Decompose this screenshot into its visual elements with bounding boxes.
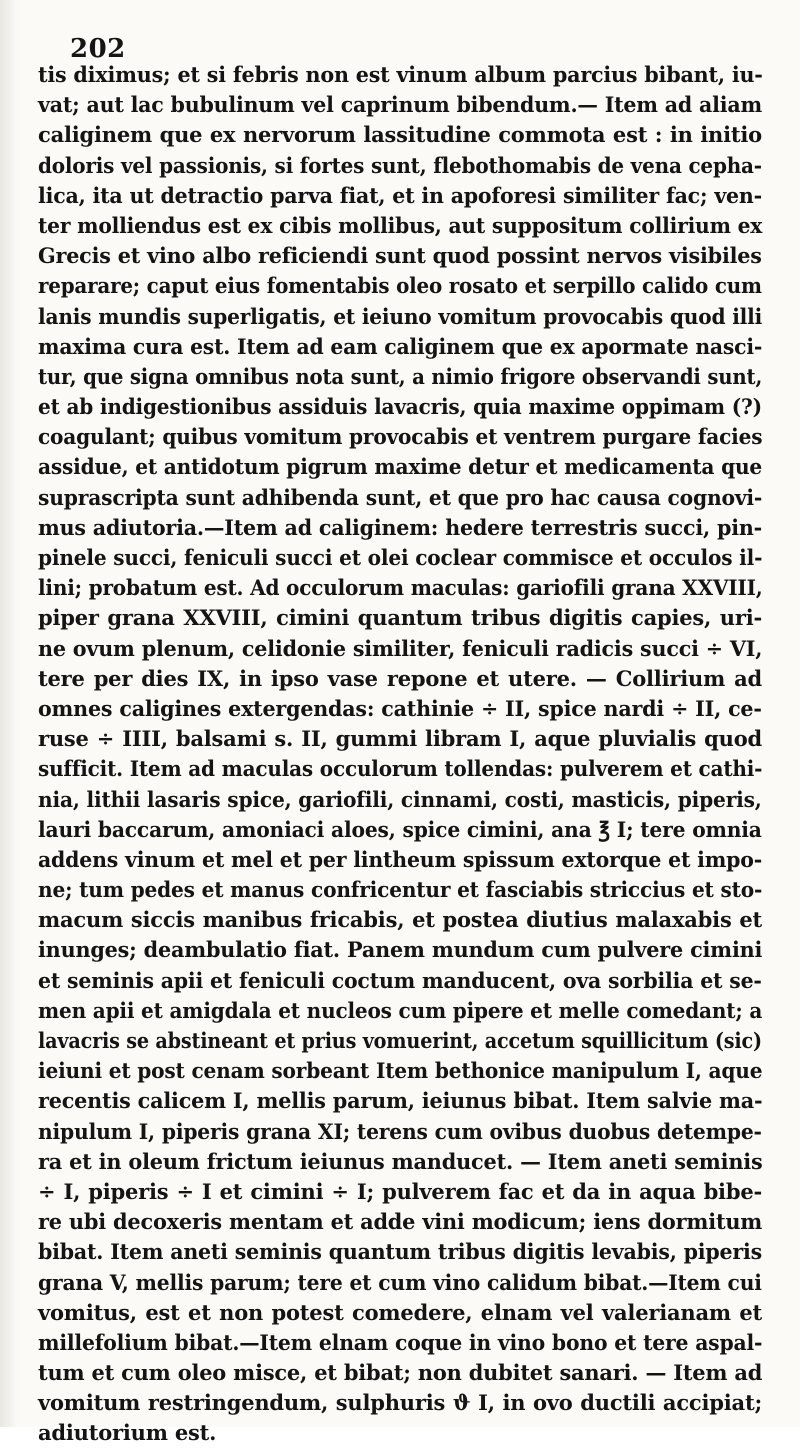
text-line: lini; probatum est. Ad occulorum maculas: gariofili grana XXVIII, (38, 575, 763, 601)
text-line: vomitum restringendum, sulphuris ϑ I, in ovo ductili accipiat; (38, 1390, 762, 1416)
text-line: ruse ÷ IIII, balsami s. II, gummi libram I, aque pluvialis quod (38, 726, 762, 752)
text-line: et ab indigestionibus assiduis lavacris, quia maxime oppimam (?) (38, 394, 762, 420)
text-line: recentis calicem I, mellis parum, ieiunus bibat. Item salvie ma- (38, 1088, 763, 1114)
text-line: assidue, et antidotum pigrum maxime detur et medicamenta que (38, 454, 763, 480)
text-line: millefolium bibat.—Item elnam coque in vino bono et tere aspal- (38, 1329, 763, 1355)
text-line: vomitus, est et non potest comedere, elnam vel valerianam et (38, 1299, 762, 1325)
text-line: lica, ita ut detractio parva fiat, et in apoforesi similiter fac; ven- (38, 182, 762, 208)
text-line: macum siccis manibus fricabis, et postea diutius malaxabis et (38, 907, 762, 933)
text-line: grana V, mellis parum; tere et cum vino calidum bibat.—Item cui (38, 1269, 762, 1295)
text-line: coagulant; quibus vomitum provocabis et ventrem purgare facies (38, 424, 763, 450)
page-fold-shadow (0, 0, 18, 1427)
text-line: inunges; deambulatio fiat. Panem mundum cum pulvere cimini (38, 937, 763, 963)
text-line: addens vinum et mel et per lintheum spissum extorque et impo- (38, 846, 763, 872)
text-line: tum et cum oleo misce, et bibat; non dubitet sanari. — Item ad (38, 1360, 763, 1386)
text-line: maxima cura est. Item ad eam caliginem que ex apormate nasci- (38, 333, 763, 359)
page-number: 202 (70, 34, 126, 64)
text-line: nipulum I, piperis grana XI; terens cum ovibus duobus detempe- (38, 1118, 762, 1144)
text-line: et seminis apii et feniculi coctum manducent, ova sorbilia et se- (38, 967, 762, 993)
text-line: adiutorium est. (38, 1420, 217, 1446)
text-line: ieiuni et post cenam sorbeant Item bethonice manipulum I, aque (38, 1058, 763, 1084)
text-line: mus adiutoria.—Item ad caliginem: hedere terrestris succi, pin- (38, 514, 762, 540)
text-line: pinele succi, feniculi succi et olei coclear commisce et occulos il- (38, 545, 763, 570)
text-line: lauri baccarum, amoniaci aloes, spice cimini, ana ℥ I; tere omnia (38, 816, 762, 842)
text-line: ter molliendus est ex cibis mollibus, aut suppositum collirium ex (38, 212, 763, 238)
text-line: nia, lithii lasaris spice, gariofili, cinnami, costi, masticis, piperis, (38, 786, 762, 812)
text-line: ÷ I, piperis ÷ I et cimini ÷ I; pulverem fac et da in aqua bibe- (38, 1178, 762, 1204)
text-line: doloris vel passionis, si fortes sunt, flebothomabis de vena cepha- (38, 152, 762, 178)
text-line: sufficit. Item ad maculas occulorum tollendas: pulverem et cathi- (38, 756, 763, 782)
text-line: tis diximus; et si febris non est vinum album parcius bibant, iu- (38, 62, 763, 87)
text-line: omnes caligines extergendas: cathinie ÷ II, spice nardi ÷ II, ce- (38, 695, 762, 721)
text-line: vat; aut lac bubulinum vel caprinum bibendum.— Item ad aliam (38, 92, 762, 118)
text-line: suprascripta sunt adhibenda sunt, et que pro hac causa cognovi- (38, 484, 763, 510)
text-line: reparare; caput eius fomentabis oleo rosato et serpillo calido cum (38, 273, 762, 299)
text-line: Grecis et vino albo reficiendi sunt quod possint nervos visibiles (38, 243, 762, 269)
text-line: re ubi decoxeris mentam et adde vini modicum; iens dormitum (38, 1209, 763, 1235)
text-line: ne; tum pedes et manus confricentur et fasciabis striccius et sto- (38, 877, 763, 903)
text-line: lanis mundis superligatis, et ieiuno vomitum provocabis quod illi (38, 303, 763, 329)
text-line: ra et in oleum frictum ieiunus manducet. — Item aneti seminis (38, 1148, 763, 1174)
text-line: tur, que signa omnibus nota sunt, a nimio frigore observandi sunt, (38, 363, 763, 389)
text-line: bibat. Item aneti seminis quantum tribus digitis levabis, piperis (38, 1239, 762, 1265)
page-body-text (38, 60, 762, 1449)
text-line: lavacris se abstineant et prius vomuerint, accetum squillicitum (sic) (38, 1028, 762, 1053)
text-line: men apii et amigdala et nucleos cum pipere et melle comedant; a (38, 997, 763, 1023)
text-line: caliginem que ex nervorum lassitudine commota est : in initio (38, 122, 762, 148)
text-line: tere per dies IX, in ipso vase repone et utere. — Collirium ad (38, 665, 762, 691)
text-line: piper grana XXVIII, cimini quantum tribus digitis capies, uri- (38, 605, 762, 631)
text-line: ne ovum plenum, celidonie similiter, feniculi radicis succi ÷ VI, (38, 635, 763, 661)
